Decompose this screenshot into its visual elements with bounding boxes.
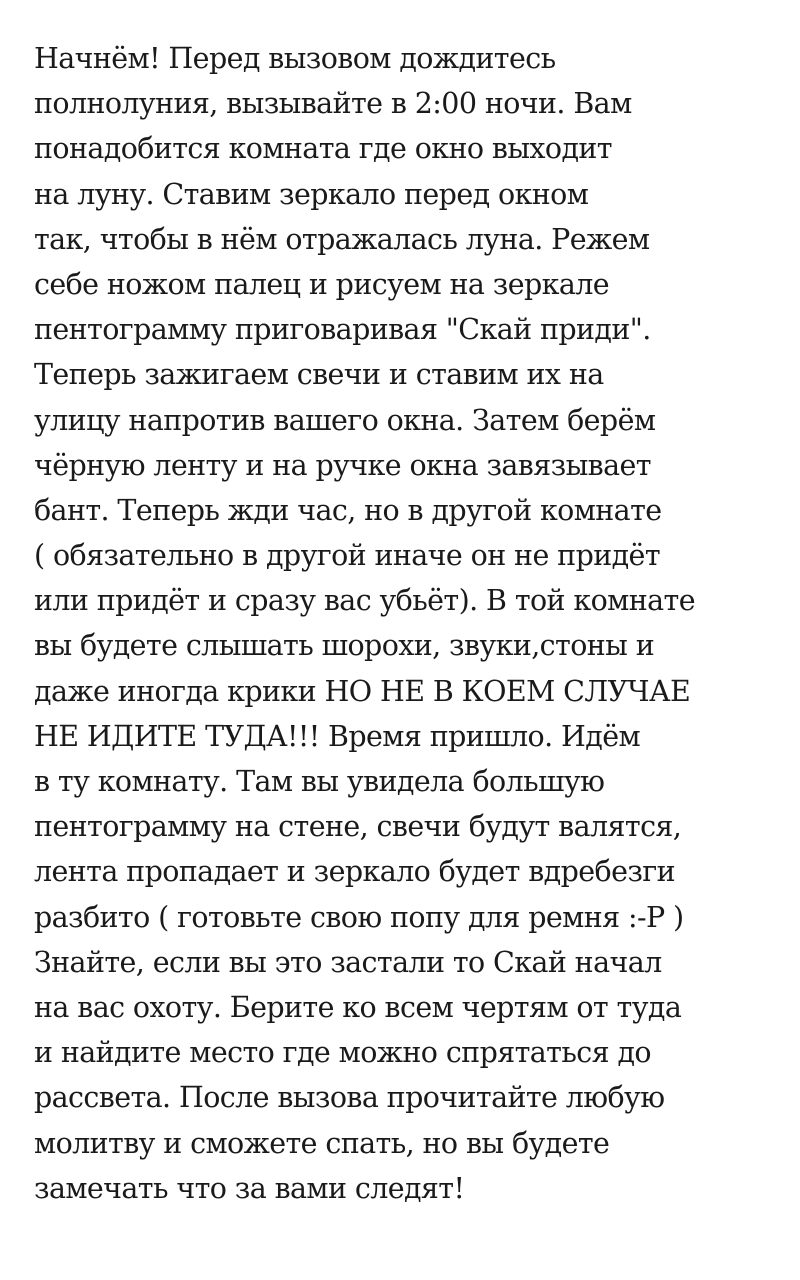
text-line: пентограмму приговаривая "Скай приди". <box>34 313 651 347</box>
text-line: разбито ( готовьте свою попу для ремня :-Р ) <box>34 900 684 934</box>
text-line: полнолуния, вызывайте в 2:00 ночи. Вам <box>34 87 632 121</box>
text-line: понадобится комната где окно выходит <box>34 132 612 166</box>
story-text <box>34 36 774 1211</box>
text-line: замечать что за вами следят! <box>34 1171 465 1205</box>
text-line: лента пропадает и зеркало будет вдребезги <box>34 855 676 889</box>
text-line: так, чтобы в нём отражалась луна. Режем <box>34 222 650 256</box>
text-line: ( обязательно в другой иначе он не придёт <box>34 539 660 573</box>
text-line: даже иногда крики НО НЕ В КОЕМ СЛУЧАЕ <box>34 674 691 708</box>
text-line: рассвета. После вызова прочитайте любую <box>34 1081 665 1115</box>
text-line: Теперь зажигаем свечи и ставим их на <box>34 358 604 392</box>
text-line: на вас охоту. Берите ко всем чертям от туда <box>34 990 682 1024</box>
text-line: НЕ ИДИТЕ ТУДА!!! Время пришло. Идём <box>34 719 641 753</box>
text-line: в ту комнату. Там вы увидела большую <box>34 765 605 798</box>
text-line: себе ножом палец и рисуем на зеркале <box>34 267 610 301</box>
text-line: Начнём! Перед вызовом дождитесь <box>34 42 556 75</box>
text-line: на луну. Ставим зеркало перед окном <box>34 177 589 211</box>
text-line: или придёт и сразу вас убьёт). В той комнате <box>34 584 695 618</box>
text-line: бант. Теперь жди час, но в другой комнате <box>34 493 662 527</box>
text-line: чёрную ленту и на ручке окна завязывает <box>34 448 651 482</box>
text-line: пентограмму на стене, свечи будут валятся, <box>34 810 682 844</box>
text-line: и найдите место где можно спрятаться до <box>34 1036 651 1070</box>
text-line: Знайте, если вы это застали то Скай начал <box>34 945 662 979</box>
text-line: вы будете слышать шорохи, звуки,стоны и <box>34 629 655 663</box>
text-line: молитву и сможете спать, но вы будете <box>34 1126 610 1160</box>
text-line: улицу напротив вашего окна. Затем берём <box>34 403 656 437</box>
